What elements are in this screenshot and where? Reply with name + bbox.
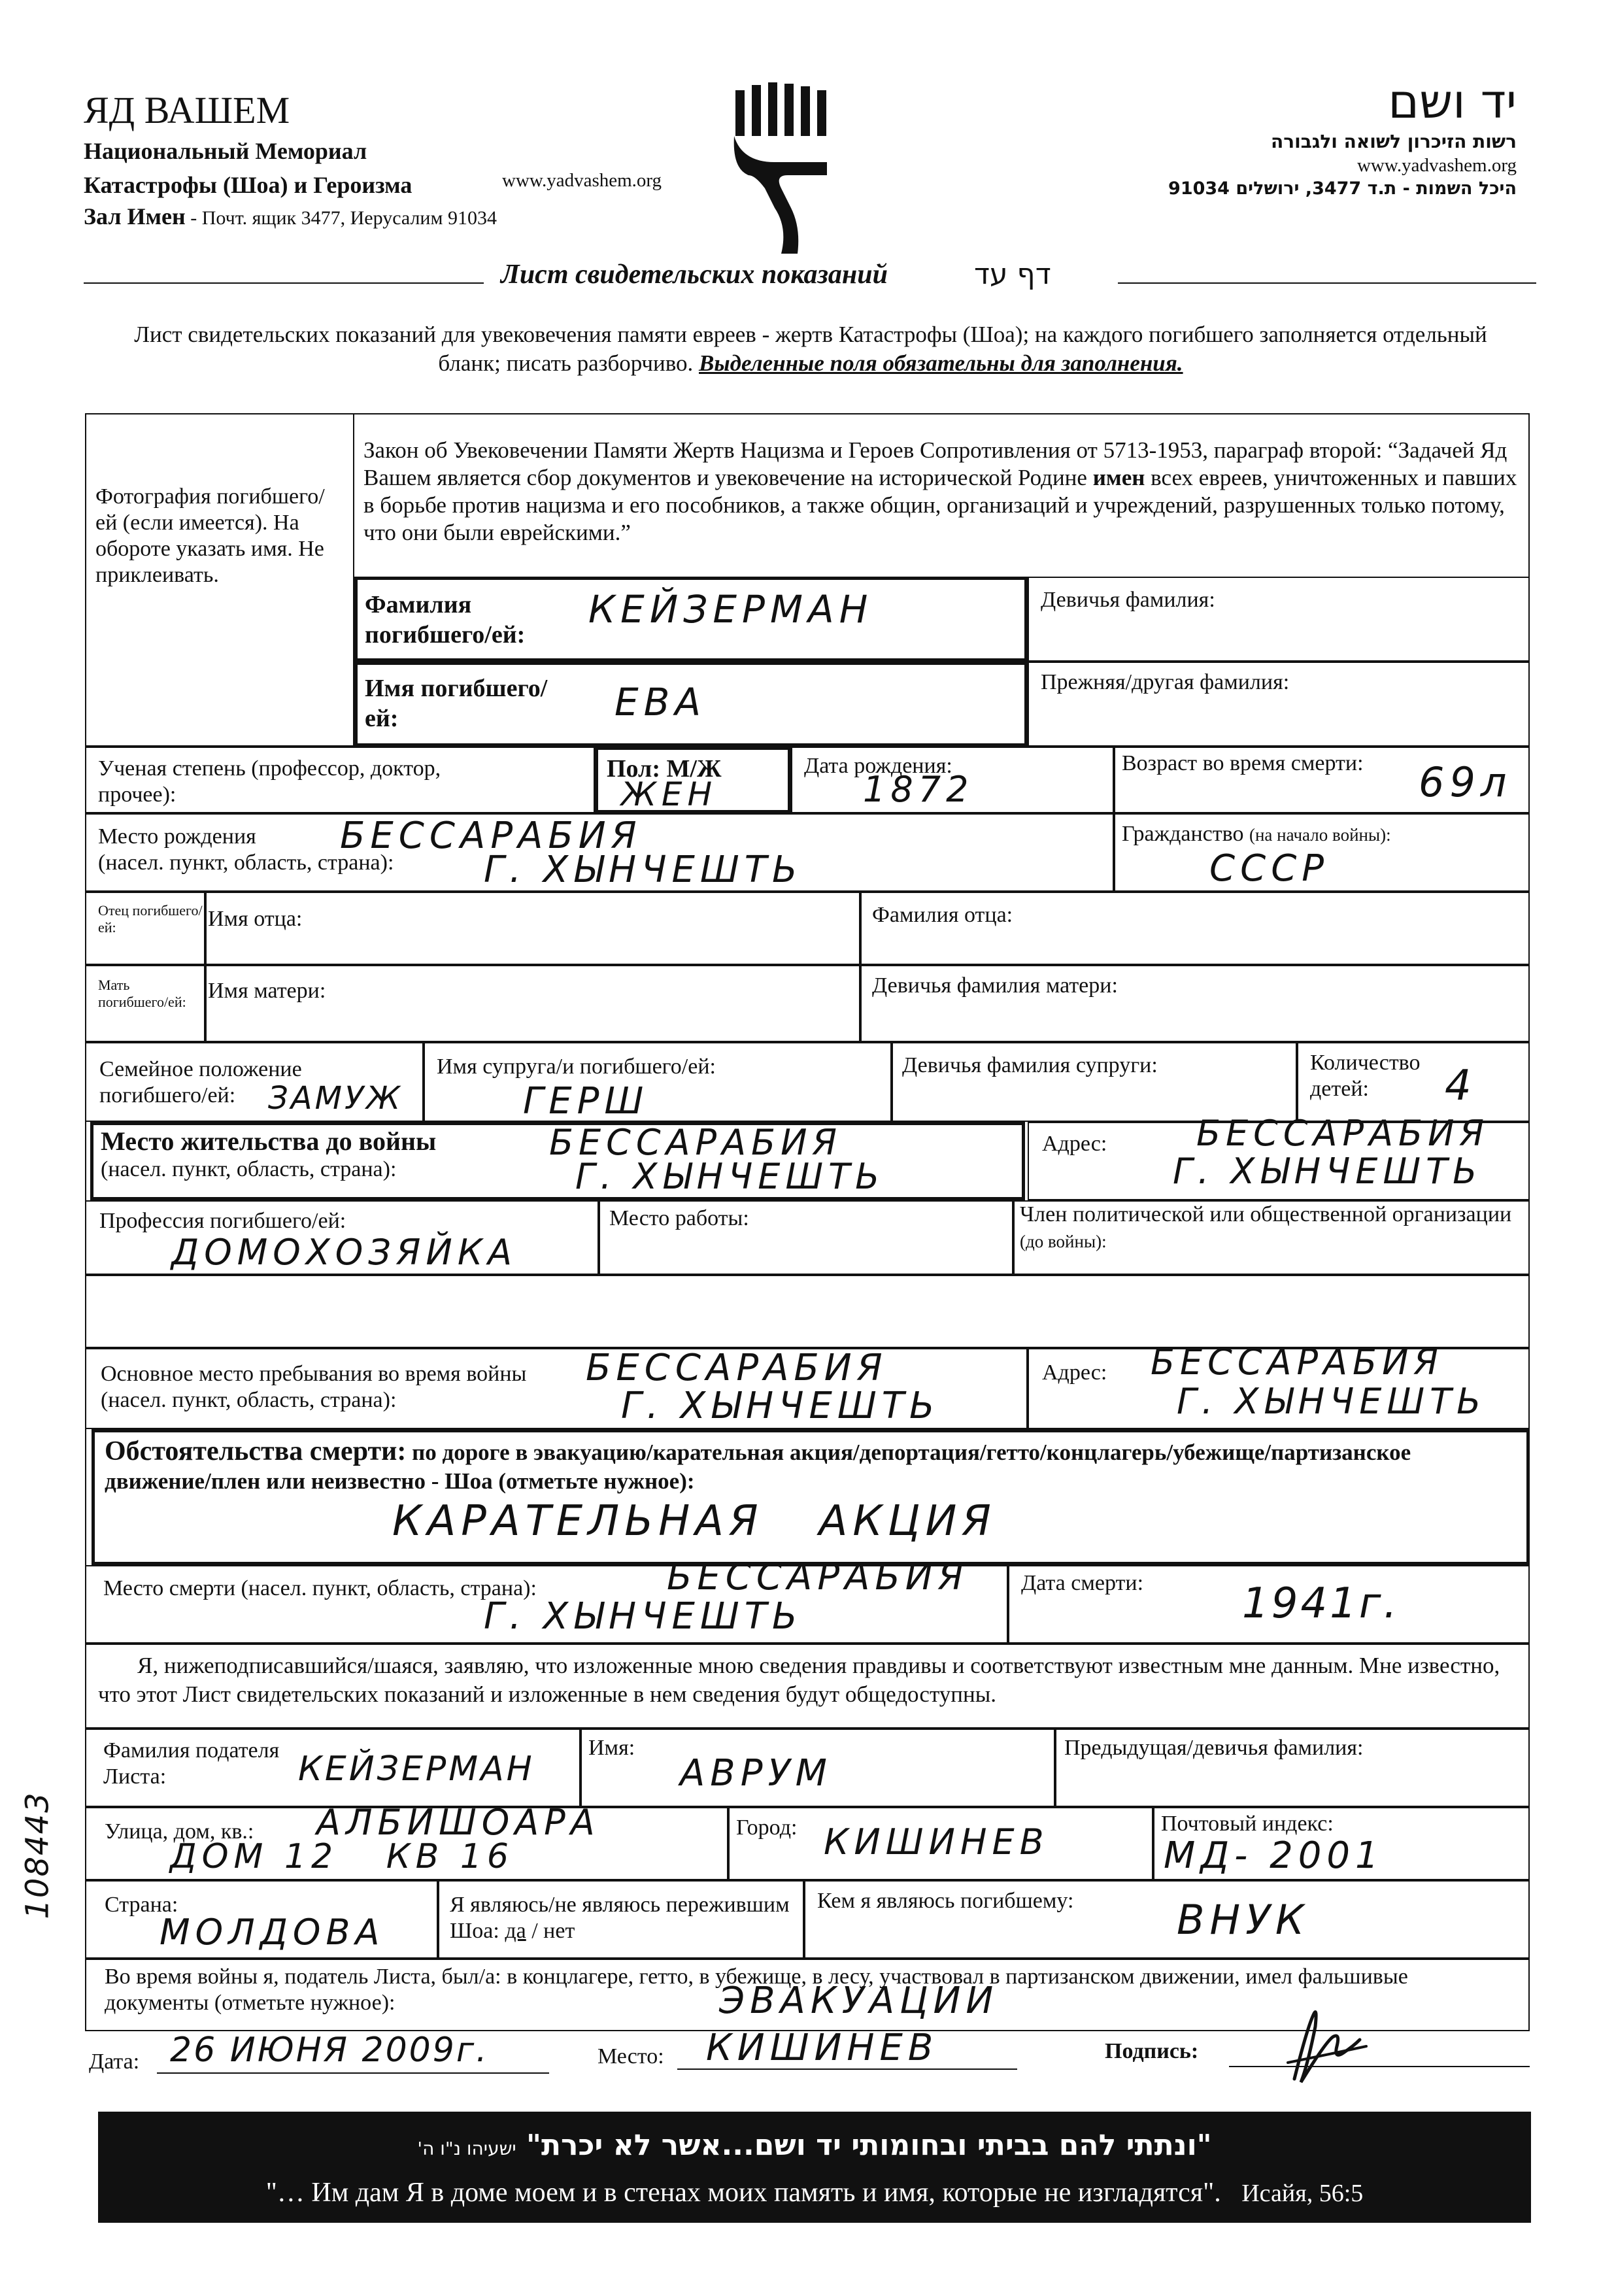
death-place-value-2: Г. ХЫНЧЕШТЬ xyxy=(484,1595,803,1638)
place-label: Место: xyxy=(598,2044,664,2068)
sub-name-value: АВРУМ xyxy=(680,1752,832,1795)
father-surname-label: Фамилия отца: xyxy=(872,903,1013,927)
mother-maiden-label: Девичья фамилия матери: xyxy=(872,973,1118,998)
age-label: Возраст во время смерти: xyxy=(1122,751,1364,775)
profession-value: ДОМОХОЗЯЙКА xyxy=(171,1232,518,1273)
surname-label: Фамилия погибшего/ей: xyxy=(365,591,526,649)
residence-label xyxy=(101,1128,558,1183)
address-label: Адрес: xyxy=(1042,1132,1107,1156)
spouse-maiden-label: Девичья фамилия супруги: xyxy=(902,1053,1158,1077)
org-title-ru: ЯД ВАШЕМ xyxy=(84,89,290,131)
survivor-label xyxy=(450,1892,790,1944)
law-part-2: всех евреев, уничтоженных и павших в борьбе против нацизма и его пособников, а также общин, организаций и учреждений, разрушенных только потому, что они были еврейскими.” xyxy=(363,465,1517,545)
age-value: 69л xyxy=(1419,758,1512,806)
signature-label: Подпись: xyxy=(1105,2039,1199,2063)
sub-prev-label: Предыдущая/девичья фамилия: xyxy=(1064,1736,1364,1760)
survivor-yes-option[interactable]: да xyxy=(505,1919,526,1943)
footer-hebrew-quote: "ונתתי להם בביתי ובחומותי יד ושם...אשר לא יכרת" xyxy=(526,2129,1212,2162)
address-value-1: БЕССАРАБИЯ xyxy=(1196,1113,1489,1154)
signature-icon xyxy=(1268,2001,1386,2092)
circumstances-options: по дороге в эвакуацию/карательная акция/депортация/гетто/концлагерь/убежище/партизанское движение/плен или неизвестно - Шоа (отметьте нужное): xyxy=(105,1440,1411,1494)
circumstances-value: КАРАТЕЛЬНАЯ АКЦИЯ xyxy=(392,1497,996,1545)
residence-label-sub: (насел. пункт, область, страна): xyxy=(101,1157,397,1181)
street-value-1: АЛБИШОАРА xyxy=(316,1802,600,1843)
member-label-sub: (до войны): xyxy=(1020,1232,1107,1251)
law-text xyxy=(363,437,1521,547)
declaration-text: Я, нижеподписавшийся/шаяся, заявляю, что изложенные мною сведения правдивы и соответствуют известным мне данным. Мне известно, что этот Лист свидетельских показаний и изложенные в нем сведения будут общедоступны. xyxy=(98,1653,1500,1707)
intro-main: Лист свидетельских показаний для увековечения памяти евреев - жертв Катастрофы (Шоа); на каждого погибшего заполняется отдельный бланк; писать разборчиво. xyxy=(134,322,1487,376)
workplace-label: Место работы: xyxy=(609,1206,749,1230)
citizenship-label xyxy=(1122,821,1391,848)
spouse-name-label: Имя супруга/и погибшего/ей: xyxy=(437,1055,716,1079)
profession-label: Профессия погибшего/ей: xyxy=(99,1209,346,1233)
form-title: Лист свидетельских показаний xyxy=(501,260,888,290)
citizenship-label-sub: (на начало войны): xyxy=(1249,825,1391,845)
wartime-address-value-1: БЕССАРАБИЯ xyxy=(1151,1342,1443,1383)
side-number xyxy=(13,1752,92,1948)
zip-label: Почтовый индекс: xyxy=(1161,1812,1334,1836)
other-surname-label: Прежняя/другая фамилия: xyxy=(1041,670,1290,694)
mother-side-label: Мать погибшего/ей: xyxy=(98,977,186,1010)
date-label: Дата: xyxy=(89,2050,140,2074)
city-label: Город: xyxy=(736,1815,798,1840)
form-title-he: דף עד xyxy=(974,258,1051,291)
footer-russian xyxy=(98,2177,1531,2208)
footer-russian-ref: Исайя, 56:5 xyxy=(1241,2180,1364,2207)
address-value-2: Г. ХЫНЧЕШТЬ xyxy=(1173,1151,1483,1192)
yad-vashem-logo xyxy=(729,77,847,260)
org-url: www.yadvashem.org xyxy=(502,170,662,191)
footer-russian-quote: "… Им дам Я в доме моем и в стенах моих память и имя, которые не изгладятся". xyxy=(265,2178,1221,2208)
footer-hebrew xyxy=(98,2129,1531,2162)
father-name-field[interactable] xyxy=(205,892,860,965)
member-label xyxy=(1020,1202,1530,1255)
blank-row[interactable] xyxy=(85,1275,1530,1348)
street-label: Улица, дом, кв.: xyxy=(105,1819,254,1844)
street-value-2: ДОМ 12 КВ 16 xyxy=(170,1837,514,1876)
children-label: Количество детей: xyxy=(1310,1051,1421,1101)
sub-wartime-label: Во время войны я, податель Листа, был/а: в концлагере, гетто, в убежище, в лесу, участвовал в партизанском движении, имел фальшивые документы (отметьте нужное): xyxy=(105,1965,1408,2015)
org-line-2: Катастрофы (Шоа) и Героизма xyxy=(84,172,412,198)
side-number-value: 108443 xyxy=(19,1791,56,1919)
sex-label: Пол: М/Ж xyxy=(607,755,722,783)
org-line-2-row xyxy=(84,167,737,203)
birthplace-value-1: БЕССАРАБИЯ xyxy=(340,815,642,857)
intro-text xyxy=(111,320,1510,378)
citizenship-value: СССР xyxy=(1209,847,1330,890)
relation-value: ВНУК xyxy=(1177,1896,1309,1944)
birthplace-label-main: Место рождения xyxy=(98,824,256,849)
sub-surname-value: КЕЙЗЕРМАН xyxy=(298,1749,535,1789)
member-label-main: Член политической или общественной организации xyxy=(1020,1202,1512,1226)
marital-value: ЗАМУЖ xyxy=(268,1080,403,1117)
org-line-3 xyxy=(84,203,737,232)
intro-emphasis: Выделенные поля обязательны для заполнения. xyxy=(699,350,1183,376)
sub-wartime-value: ЭВАКУАЦИИ xyxy=(719,1980,999,2022)
citizenship-label-main: Гражданство xyxy=(1122,822,1244,846)
dob-value: 1872 xyxy=(863,769,974,810)
org-he-url: www.yadvashem.org xyxy=(1356,155,1517,176)
law-part-1: Закон об Увековечении Памяти Жертв Нацизма и Героев Сопротивления от 5713-1953, параграф второй: “Задачей Яд Вашем является сбор документов и увековечение на исторической Родине xyxy=(363,437,1507,490)
header-left xyxy=(84,90,737,232)
org-he-line-3: היכל השמות - ת.ד 3477, ירושלים 91034 xyxy=(1168,178,1517,199)
sub-name-label: Имя: xyxy=(588,1736,635,1760)
sub-surname-label: Фамилия подателя Листа: xyxy=(103,1738,280,1789)
marital-label: Семейное положение погибшего/ей: xyxy=(99,1057,302,1107)
country-label: Страна: xyxy=(105,1893,178,1917)
residence-value-2: Г. ХЫНЧЕШТЬ xyxy=(575,1156,885,1197)
first-name-value: ЕВА xyxy=(614,680,707,724)
father-side-label: Отец погибшего/ей: xyxy=(98,902,203,936)
city-value: КИШИНЕВ xyxy=(824,1821,1049,1863)
org-title-he: יד ושם xyxy=(1388,74,1517,129)
death-date-label: Дата смерти: xyxy=(1021,1571,1144,1595)
maiden-label: Девичья фамилия: xyxy=(1041,588,1215,612)
father-name-label: Имя отца: xyxy=(208,907,303,931)
circumstances-label-main: Обстоятельства смерти: xyxy=(105,1436,407,1466)
dob-label: Дата рождения: xyxy=(804,754,952,778)
spouse-name-value: ГЕРШ xyxy=(523,1080,649,1123)
death-place-label: Место смерти (насел. пункт, область, страна): xyxy=(103,1576,537,1600)
po-box: - Почт. ящик 3477, Иерусалим 91034 xyxy=(185,207,497,229)
logo-graphic xyxy=(729,77,847,260)
org-he-line-1: רשות הזיכרון לשואה ולגבורה xyxy=(1271,131,1517,152)
wartime-label: Основное место пребывания во время войны (насел. пункт, область, страна): xyxy=(101,1362,527,1412)
birthplace-value-2: Г. ХЫНЧЕШТЬ xyxy=(484,849,803,891)
birthplace-label-sub: (насел. пункт, область, страна): xyxy=(98,851,394,875)
wartime-value-1: БЕССАРАБИЯ xyxy=(586,1347,888,1389)
law-bold: имен xyxy=(1092,465,1145,490)
place-value: КИШИНЕВ xyxy=(706,2027,939,2069)
wartime-address-value-2: Г. ХЫНЧЕШТЬ xyxy=(1177,1381,1487,1422)
residence-label-main: Место жительства до войны xyxy=(101,1126,437,1156)
signature-mark[interactable] xyxy=(1268,2001,1386,2092)
death-date-value: 1941г. xyxy=(1242,1579,1400,1628)
wartime-value-2: Г. ХЫНЧЕШТЬ xyxy=(621,1385,940,1427)
death-place-value-1: БЕССАРАБИЯ xyxy=(667,1556,969,1598)
org-line-1: Национальный Мемориал xyxy=(84,138,367,164)
zip-value: МД- 2001 xyxy=(1164,1834,1384,1877)
date-value: 26 ИЮНЯ 2009г. xyxy=(170,2031,489,2070)
title-rule-left xyxy=(84,282,484,284)
first-name-label: Имя погибшего/ей: xyxy=(365,675,548,732)
title-rule-right xyxy=(1118,282,1536,284)
survivor-question: Я являюсь/не являюсь пережившим Шоа: xyxy=(450,1893,790,1943)
circumstances-label xyxy=(105,1437,1517,1496)
mother-name-label: Имя матери: xyxy=(208,979,326,1003)
footer-banner xyxy=(98,2112,1531,2223)
wartime-address-label: Адрес: xyxy=(1042,1360,1107,1385)
date-line xyxy=(157,2072,549,2074)
surname-value: КЕЙЗЕРМАН xyxy=(588,587,873,632)
residence-value-1: БЕССАРАБИЯ xyxy=(549,1122,842,1163)
relation-label: Кем я являюсь погибшему: xyxy=(817,1889,1074,1913)
header-right xyxy=(1111,73,1517,201)
hall-of-names: Зал Имен xyxy=(84,203,186,229)
footer-hebrew-ref: ישעיהו נ"ו ה' xyxy=(417,2138,516,2159)
survivor-no-option[interactable]: / нет xyxy=(526,1919,575,1943)
photo-note: Фотография погибшего/ей (если имеется). На обороте указать имя. Не приклеивать. xyxy=(95,484,325,587)
children-value: 4 xyxy=(1445,1062,1477,1110)
country-value: МОЛДОВА xyxy=(160,1912,385,1953)
degree-label: Ученая степень (профессор, доктор, прочее): xyxy=(98,756,441,807)
sex-value: ЖЕН xyxy=(621,775,718,813)
